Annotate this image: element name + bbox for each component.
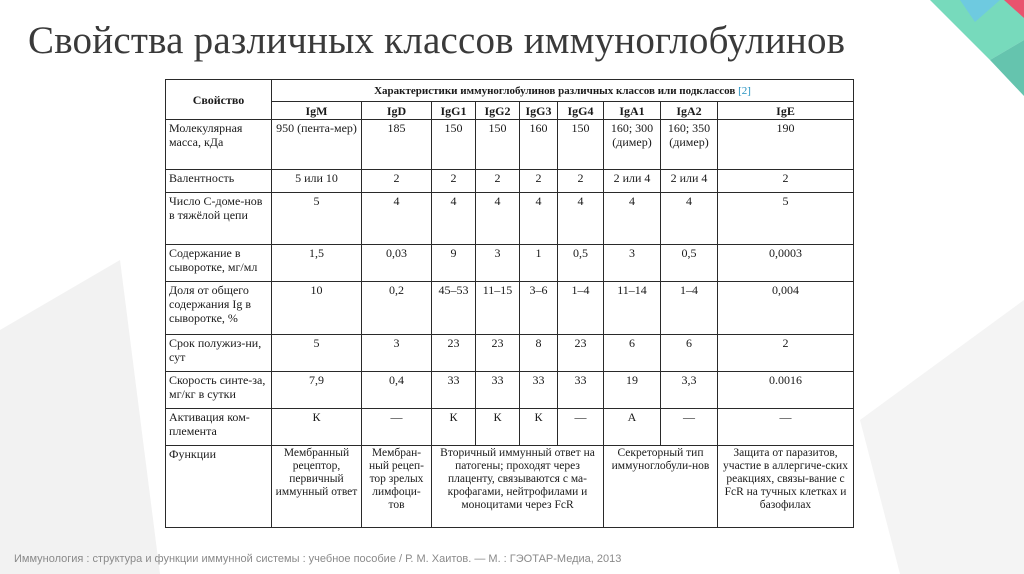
- background-poly-right: [860, 300, 1024, 574]
- table-cell: 2 или 4: [661, 170, 718, 193]
- table-cell: 2: [520, 170, 558, 193]
- table-cell: —: [362, 409, 432, 446]
- table-row: [166, 335, 854, 372]
- table-cell: 5: [718, 193, 854, 245]
- table-cell: 1: [520, 245, 558, 282]
- function-igm: Мембранный рецептор, первичный иммунный ответ: [272, 446, 362, 528]
- row-label: Скорость синте-за, мг/кг в сутки: [166, 372, 272, 409]
- table-cell: 8: [520, 335, 558, 372]
- table-cell: 2: [432, 170, 476, 193]
- table-cell: 2: [718, 170, 854, 193]
- table-cell: К: [272, 409, 362, 446]
- function-igg: Вторичный иммунный ответ на патогены; проходят через плаценту, связываются с ма-крофагами, нейтрофилами и моноцитами через FcR: [432, 446, 604, 528]
- table-cell: 4: [476, 193, 520, 245]
- table-cell: К: [520, 409, 558, 446]
- class-header-iga2: IgA2: [661, 102, 718, 120]
- table-cell: 0.0016: [718, 372, 854, 409]
- table-cell: 4: [604, 193, 661, 245]
- functions-label: Функции: [166, 446, 272, 528]
- table-cell: 150: [476, 120, 520, 170]
- table-cell: 33: [558, 372, 604, 409]
- table-cell: 2: [558, 170, 604, 193]
- table-cell: 0,4: [362, 372, 432, 409]
- table-cell: 1–4: [661, 282, 718, 335]
- table-cell: 11–14: [604, 282, 661, 335]
- table-cell: 185: [362, 120, 432, 170]
- row-label: Содержание в сыворотке, мг/мл: [166, 245, 272, 282]
- table-cell: 6: [661, 335, 718, 372]
- table-cell: 160: [520, 120, 558, 170]
- table-cell: 4: [362, 193, 432, 245]
- table-cell: 950 (пента-мер): [272, 120, 362, 170]
- table-row: [166, 282, 854, 335]
- group-header-text: Характеристики иммуноглобулинов различных классов или подклассов: [374, 84, 736, 97]
- table-cell: К: [476, 409, 520, 446]
- slide-title: Свойства различных классов иммуноглобулинов: [28, 19, 846, 62]
- table-cell: 2 или 4: [604, 170, 661, 193]
- row-label: Активация ком-племента: [166, 409, 272, 446]
- function-iga: Секреторный тип иммуноглобули-нов: [604, 446, 718, 528]
- table-cell: 33: [432, 372, 476, 409]
- table-cell: 0,0003: [718, 245, 854, 282]
- class-header-igg4: IgG4: [558, 102, 604, 120]
- table-row: [166, 372, 854, 409]
- property-header: Свойство: [166, 80, 272, 120]
- table-cell: 3: [362, 335, 432, 372]
- table-cell: 23: [558, 335, 604, 372]
- row-label: Срок полужиз-ни, сут: [166, 335, 272, 372]
- class-header-igg3: IgG3: [520, 102, 558, 120]
- class-header-igm: IgM: [272, 102, 362, 120]
- table-cell: 33: [520, 372, 558, 409]
- table-cell: 5 или 10: [272, 170, 362, 193]
- table-cell: 2: [718, 335, 854, 372]
- class-header-igg1: IgG1: [432, 102, 476, 120]
- table-cell: 160; 350 (димер): [661, 120, 718, 170]
- row-label: Валентность: [166, 170, 272, 193]
- table-super-header-row: [166, 80, 854, 102]
- table-cell: 9: [432, 245, 476, 282]
- table-cell: 1–4: [558, 282, 604, 335]
- table-cell: —: [661, 409, 718, 446]
- table-cell: 45–53: [432, 282, 476, 335]
- immunoglobulin-table: [165, 79, 854, 528]
- table-cell: 160; 300 (димер): [604, 120, 661, 170]
- table-cell: 6: [604, 335, 661, 372]
- table-cell: 0,004: [718, 282, 854, 335]
- function-ige: Защита от паразитов, участие в аллергиче-ских реакциях, связы-вание с FcR на тучных клетках и базофилах: [718, 446, 854, 528]
- row-label: Число С-доме-нов в тяжёлой цепи: [166, 193, 272, 245]
- table-cell: К: [432, 409, 476, 446]
- class-header-igd: IgD: [362, 102, 432, 120]
- table-cell: 3: [476, 245, 520, 282]
- table-cell: 23: [476, 335, 520, 372]
- reference-link[interactable]: [2]: [738, 84, 751, 97]
- table-cell: 19: [604, 372, 661, 409]
- class-header-iga1: IgA1: [604, 102, 661, 120]
- class-header-igg2: IgG2: [476, 102, 520, 120]
- table-row: [166, 170, 854, 193]
- table-cell: 0,03: [362, 245, 432, 282]
- table-cell: 2: [362, 170, 432, 193]
- table-row: [166, 409, 854, 446]
- group-header: [272, 80, 854, 102]
- table-cell: 1,5: [272, 245, 362, 282]
- table-cell: А: [604, 409, 661, 446]
- table-cell: 4: [558, 193, 604, 245]
- table-cell: 3,3: [661, 372, 718, 409]
- table-cell: 150: [558, 120, 604, 170]
- class-header-ige: IgE: [718, 102, 854, 120]
- table-row: [166, 193, 854, 245]
- table-cell: —: [718, 409, 854, 446]
- row-label: Доля от общего содержания Ig в сыворотке, %: [166, 282, 272, 335]
- table-cell: 33: [476, 372, 520, 409]
- table-cell: 10: [272, 282, 362, 335]
- function-igd: Мембран-ный рецеп-тор зрелых лимфоци-тов: [362, 446, 432, 528]
- table-cell: 190: [718, 120, 854, 170]
- table-cell: 3–6: [520, 282, 558, 335]
- table-cell: 3: [604, 245, 661, 282]
- table-cell: 0,5: [661, 245, 718, 282]
- table-cell: 4: [520, 193, 558, 245]
- table-cell: 23: [432, 335, 476, 372]
- table-cell: 5: [272, 335, 362, 372]
- table-cell: —: [558, 409, 604, 446]
- table-cell: 2: [476, 170, 520, 193]
- table-cell: 4: [661, 193, 718, 245]
- functions-row: [166, 446, 854, 528]
- source-caption: Иммунология : структура и функции иммунной системы : учебное пособие / Р. М. Хаитов. — М. : ГЭОТАР-Медиа, 2013: [14, 553, 622, 565]
- table-row: [166, 120, 854, 170]
- background-poly-left: [0, 260, 160, 574]
- table-row: [166, 245, 854, 282]
- table-cell: 0,2: [362, 282, 432, 335]
- table-cell: 150: [432, 120, 476, 170]
- table-cell: 7,9: [272, 372, 362, 409]
- row-label: Молекулярная масса, кДа: [166, 120, 272, 170]
- table-cell: 11–15: [476, 282, 520, 335]
- table-cell: 5: [272, 193, 362, 245]
- table-cell: 0,5: [558, 245, 604, 282]
- table-cell: 4: [432, 193, 476, 245]
